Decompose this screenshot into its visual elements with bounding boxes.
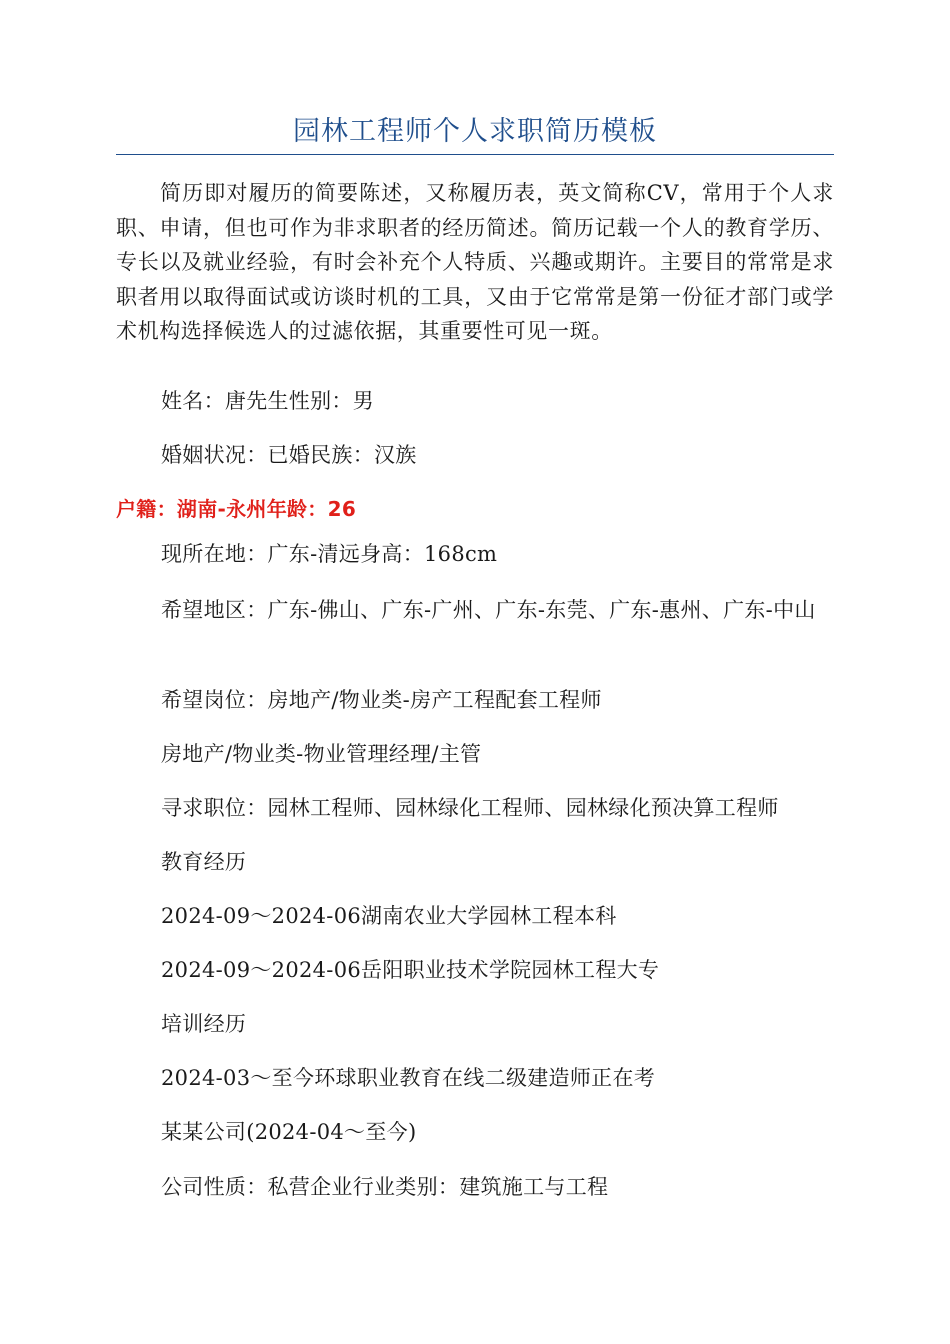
training-entry-1: 2024-03～至今环球职业教育在线二级建造师正在考 <box>161 1066 656 1090</box>
location-height-line: 现所在地：广东-清远身高：168cm <box>161 542 498 566</box>
marital-ethnicity-line: 婚姻状况：已婚民族：汉族 <box>161 443 417 467</box>
desired-post-line: 希望岗位：房地产/物业类-房产工程配套工程师 <box>161 688 602 712</box>
intro-paragraph: 简历即对履历的简要陈述，又称履历表，英文简称CV，常用于个人求职、申请，但也可作为非求职者的经历简述。简历记载一个人的教育学历、专长以及就业经验，有时会补充个人特质、兴趣或期许。主要目的常常是求职者用以取得面试或访谈时机的工具，又由于它常常是第一份征才部门或学术机构选择候选人的过滤依据，其重要性可见一斑。 <box>116 181 834 343</box>
education-entry-2: 2024-09～2024-06岳阳职业技术学院园林工程大专 <box>161 958 660 982</box>
desired-post-line-2: 房地产/物业类-物业管理经理/主管 <box>161 742 482 766</box>
desired-region-line: 希望地区：广东-佛山、广东-广州、广东-东莞、广东-惠州、广东-中山 <box>161 598 816 622</box>
education-heading: 教育经历 <box>161 850 247 874</box>
target-position-line: 寻求职位：园林工程师、园林绿化工程师、园林绿化预决算工程师 <box>161 796 779 820</box>
name-gender-line: 姓名：唐先生性别：男 <box>161 389 374 413</box>
document-title: 园林工程师个人求职简历模板 <box>293 116 657 147</box>
company-type-line: 公司性质：私营企业行业类别：建筑施工与工程 <box>161 1175 609 1199</box>
education-entry-1: 2024-09～2024-06湖南农业大学园林工程本科 <box>161 904 617 928</box>
training-heading: 培训经历 <box>161 1012 247 1036</box>
title-underline <box>116 154 834 155</box>
company-line: 某某公司(2024-04～至今) <box>161 1120 417 1144</box>
hukou-age-line: 户籍：湖南-永州年龄：26 <box>116 497 357 521</box>
